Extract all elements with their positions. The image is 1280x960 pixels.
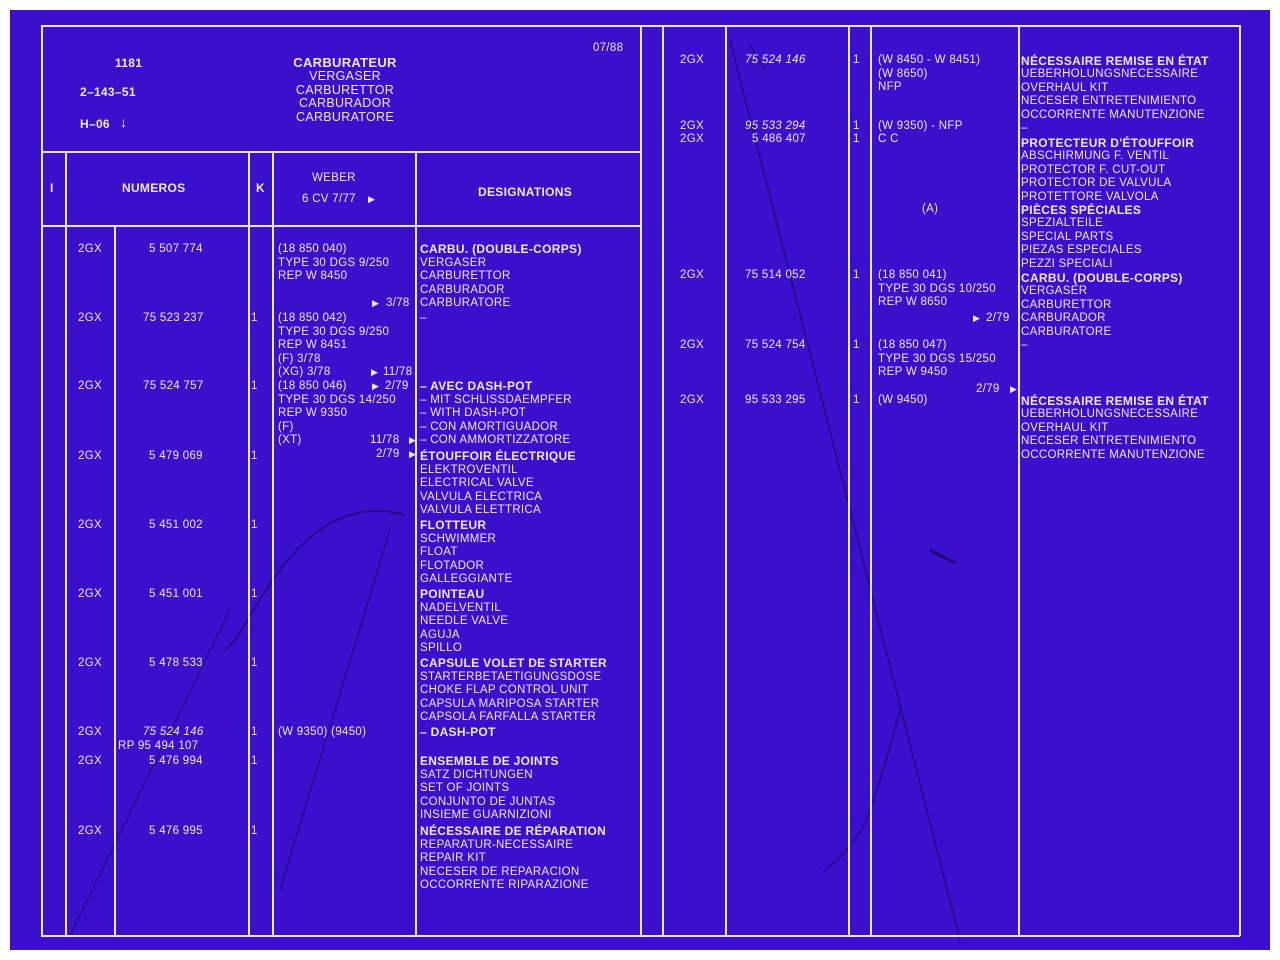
row-note: (XG) 3/78 [278,366,331,379]
row-quantity: 1 [251,825,258,837]
title-en: CARBURETTOR [295,82,395,97]
row-code: 2GX [78,588,102,600]
row-part-number: 95 533 295 [745,394,806,406]
row-code: 2GX [680,339,704,351]
right-designation-line: – [1021,122,1028,134]
right-designation-line: SPECIAL PARTS [1021,230,1114,243]
parts-catalogue-sheet [10,10,1270,950]
row-code: 2GX [78,519,102,531]
play-icon: ▶ [973,313,981,323]
right-designation-line: NÉCESSAIRE REMISE EN ÉTAT [1021,54,1209,68]
row-code: 2GX [680,133,704,145]
row-designation: FLOAT [420,546,458,559]
row-part-number: 75 524 146 [745,54,806,66]
header-model: H–06 [80,117,110,131]
row-designation: CARBURETTOR [420,270,511,283]
row-note: TYPE 30 DGS 10/250 [878,282,996,295]
header-date: 07/88 [593,42,624,54]
row-note: TYPE 30 DGS 9/250 [278,325,390,338]
header-code: 1181 [115,56,143,70]
row-designation: ENSEMBLE DE JOINTS [420,754,559,768]
right-designation-line: PIÈCES SPÉCIALES [1021,203,1142,217]
row-note: (18 850 042) [278,312,347,324]
row-quantity: 1 [853,339,860,351]
col-designations: DESIGNATIONS [478,185,573,199]
title-es: CARBURADOR [299,96,391,110]
row-designation: AGUJA [420,628,460,641]
right-designation-line: OVERHAUL KIT [1021,81,1109,94]
row-quantity: 1 [251,519,258,531]
row-note: (W 9350) - NFP [878,120,963,132]
row-part-number: 5 451 001 [149,588,203,600]
row-designation: INSIEME GUARNIZIONI [420,809,552,822]
row-note: TYPE 30 DGS 14/250 [278,393,396,406]
right-designation-line: CARBU. (DOUBLE-CORPS) [1021,271,1183,285]
row-code: 2GX [680,269,704,281]
row-designation: – AVEC DASH-POT [420,379,533,393]
header-ref: 2–143–51 [80,85,136,99]
row-designation: NECESER DE REPARACION [420,865,580,878]
col-engine: 6 CV 7/77 [302,193,356,205]
row-date: 2/79 [385,380,409,392]
row-note: REP W 8650 [878,296,948,309]
row-note: (F) 3/78 [278,352,321,365]
row-note: REP W 8450 [278,270,348,283]
row-note: REP W 9350 [278,407,348,420]
row-designation: VALVULA ELECTRICA [420,490,543,503]
row-part-number: 5 476 994 [149,755,203,767]
col-i: I [50,181,54,195]
row-quantity: 1 [853,269,860,281]
row-designation: ELEKTROVENTIL [420,463,518,476]
row-quantity: 1 [251,312,258,324]
row-quantity: 1 [853,120,860,132]
play-icon: ▶ [409,435,417,445]
row-designation: – CON AMORTIGUADOR [420,420,559,433]
row-code: 2GX [78,726,102,738]
row-code: 2GX [78,755,102,767]
row-date: 3/78 [386,297,410,309]
right-designation-line: PIEZAS ESPECIALES [1021,244,1142,257]
row-note: (W 8450 - W 8451) [878,54,981,66]
row-designation: – CON AMMORTIZZATORE [420,434,571,447]
title-it: CARBURATORE [296,109,394,124]
row-designation: – [420,312,427,324]
row-quantity: 1 [251,657,258,669]
row-note: (18 850 041) [878,269,947,281]
right-designation-line: PROTECTOR F. CUT-OUT [1021,163,1166,176]
row-designation: NEEDLE VALVE [420,615,509,628]
right-designation-line: PROTECTEUR D'ÉTOUFFOIR [1021,136,1195,150]
row-note: (XT) [278,434,302,447]
row-designation: NÉCESSAIRE DE RÉPARATION [420,824,607,838]
row-designation: – WITH DASH-POT [420,407,527,420]
row-part-number: 75 524 146 [143,726,204,738]
row-date: 2/79 [376,448,400,460]
row-code: 2GX [78,243,102,255]
row-note: TYPE 30 DGS 15/250 [878,352,996,365]
row-note: (W 8650) [878,67,928,80]
right-designation-line: NÉCESSAIRE REMISE EN ÉTAT [1021,394,1209,408]
row-code: 2GX [680,120,704,132]
right-designation-line: OVERHAUL KIT [1021,421,1109,434]
play-icon: ▶ [1010,384,1018,394]
row-designation: VALVULA ELETTRICA [420,504,541,517]
row-note: (F) [278,420,294,433]
row-note: NFP [878,81,902,94]
right-designation-line: VERGASER [1021,285,1088,298]
row-designation: SATZ DICHTUNGEN [420,768,533,781]
row-designation: ELECTRICAL VALVE [420,477,534,490]
row-designation: FLOTADOR [420,559,485,572]
row-designation: SCHWIMMER [420,532,497,545]
row-quantity: 1 [853,54,860,66]
row-designation: POINTEAU [420,587,485,601]
row-designation: ÉTOUFFOIR ÉLECTRIQUE [420,449,576,463]
row-designation: SET OF JOINTS [420,782,510,795]
row-designation: CHOKE FLAP CONTROL UNIT [420,684,589,697]
arrow-down-icon: ↓ [120,114,128,130]
row-note: REP W 9450 [878,366,948,379]
right-designation-line: PEZZI SPECIALI [1021,257,1113,270]
col-k: K [256,181,265,195]
row-note: (W 9450) [878,394,928,406]
row-part-number: 5 486 407 [752,133,806,145]
row-designation: VERGASER [420,256,487,269]
row-code: 2GX [78,825,102,837]
row-quantity: 1 [251,450,258,462]
row-designation: CARBURATORE [420,297,511,310]
row-designation: REPAIR KIT [420,852,487,865]
row-part-number: 5 478 533 [149,657,203,669]
row-note: (18 850 040) [278,243,347,255]
play-icon: ▶ [372,298,380,308]
row-note: (18 850 047) [878,339,947,351]
row-code: 2GX [78,450,102,462]
right-designation-line: PROTETTORE VALVOLA [1021,190,1159,203]
right-designation-line: SPEZIALTEILE [1021,217,1103,230]
row-quantity: 1 [251,755,258,767]
row-designation: CAPSULA MARIPOSA STARTER [420,697,600,710]
row-designation: CONJUNTO DE JUNTAS [420,795,556,808]
row-designation: NADELVENTIL [420,601,502,614]
right-designation-line: UEBERHOLUNGSNECESSAIRE [1021,408,1199,421]
row-replacement-number: RP 95 494 107 [118,740,199,752]
right-designation-line: – [1021,339,1028,351]
row-quantity: 1 [251,726,258,738]
header-title [280,56,410,124]
row-part-number: 5 451 002 [149,519,203,531]
right-designation-line: NECESER ENTRETENIMIENTO [1021,435,1197,448]
right-designation-line: CARBURATORE [1021,325,1112,338]
row-designation: CARBURADOR [420,283,505,296]
row-note: (W 9350) (9450) [278,726,367,738]
right-designation-line: CARBURETTOR [1021,298,1112,311]
row-designation: – DASH-POT [420,725,496,739]
row-date: 2/79 [976,383,1000,395]
row-quantity: 1 [251,380,258,392]
row-note: (18 850 046) [278,380,347,392]
row-quantity: 1 [853,394,860,406]
row-designation: REPARATUR-NECESSAIRE [420,838,574,851]
row-designation: FLOTTEUR [420,518,487,532]
col-weber: WEBER [312,172,356,184]
col-numeros: NUMEROS [122,181,186,195]
row-designation: CARBU. (DOUBLE-CORPS) [420,242,582,256]
row-note: TYPE 30 DGS 9/250 [278,256,390,269]
right-designation-line: CARBURADOR [1021,312,1106,325]
row-designation: STARTERBETAETIGUNGSDOSE [420,670,602,683]
row-part-number: 75 523 237 [143,312,204,324]
row-note: C C [878,133,899,145]
row-part-number: 5 479 069 [149,450,203,462]
row-code: 2GX [78,312,102,324]
row-designation: SPILLO [420,642,463,655]
row-designation: OCCORRENTE RIPARAZIONE [420,879,589,892]
right-designation-line: ABSCHIRMUNG F. VENTIL [1021,150,1170,163]
row-date: 11/78 [370,434,400,446]
row-designation: CAPSOLA FARFALLA STARTER [420,711,597,724]
row-part-number: 75 524 754 [745,339,806,351]
title-de: VERGASER [309,69,381,83]
right-designation-line: OCCORRENTE MANUTENZIONE [1021,448,1205,461]
row-part-number: 75 514 052 [745,269,806,281]
play-icon: ▶ [409,449,417,459]
row-part-number: 5 507 774 [149,243,203,255]
row-code: 2GX [78,657,102,669]
right-marker: (A) [922,203,939,215]
row-part-number: 95 533 294 [745,120,806,132]
row-quantity: 1 [853,133,860,145]
right-designation-line: PROTECTOR DE VALVULA [1021,177,1172,190]
play-icon: ▶ [372,381,380,391]
row-date: 11/78 [383,366,413,378]
right-designation-line: OCCORRENTE MANUTENZIONE [1021,108,1205,121]
row-part-number: 5 476 995 [149,825,203,837]
play-icon: ▶ [371,367,379,377]
row-code: 2GX [680,394,704,406]
play-icon: ▶ [368,194,376,204]
right-designation-line: UEBERHOLUNGSNECESSAIRE [1021,68,1199,81]
row-note: REP W 8451 [278,339,348,352]
right-designation-line: NECESER ENTRETENIMIENTO [1021,95,1197,108]
row-date: 2/79 [986,312,1010,324]
row-designation: – MIT SCHLISSDAEMPFER [420,393,572,406]
row-code: 2GX [78,380,102,392]
row-designation: GALLEGGIANTE [420,573,513,586]
row-quantity: 1 [251,588,258,600]
title-fr: CARBURATEUR [293,55,397,70]
row-code: 2GX [680,54,704,66]
row-part-number: 75 524 757 [143,380,204,392]
row-designation: CAPSULE VOLET DE STARTER [420,656,607,670]
